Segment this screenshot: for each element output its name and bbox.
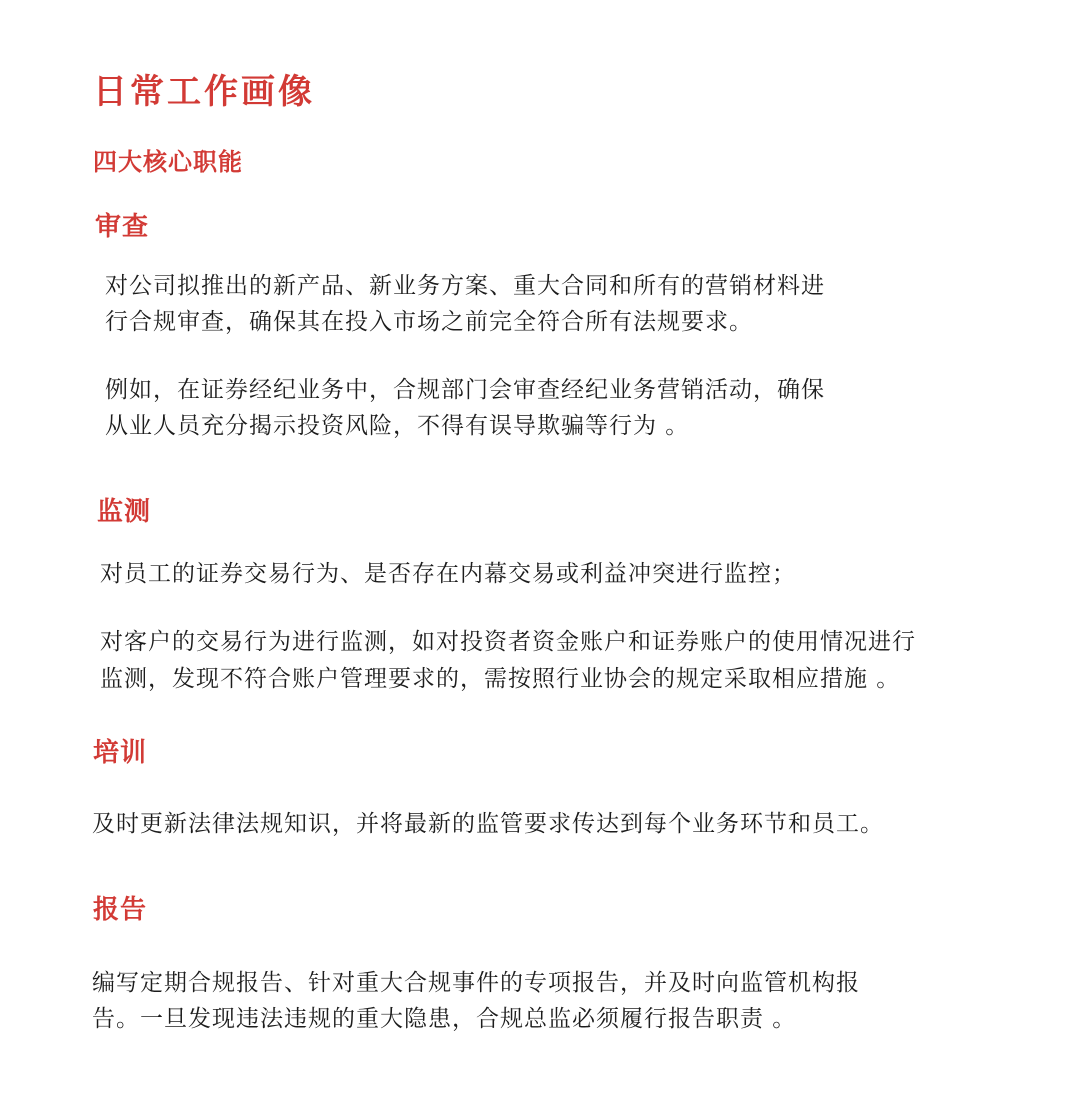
paragraph-line: 对客户的交易行为进行监测，如对投资者资金账户和证券账户的使用情况进行 bbox=[100, 629, 916, 655]
page-subtitle: 四大核心职能 bbox=[93, 148, 243, 176]
section-heading-reporting: 报告 bbox=[93, 895, 148, 925]
paragraph-line: 从业人员充分揭示投资风险，不得有误导欺骗等行为 。 bbox=[105, 413, 690, 439]
paragraph-line: 及时更新法律法规知识，并将最新的监管要求传达到每个业务环节和员工。 bbox=[92, 811, 884, 837]
paragraph-line: 告。一旦发现违法违规的重大隐患，合规总监必须履行报告职责 。 bbox=[92, 1006, 797, 1032]
page-title: 日常工作画像 bbox=[93, 72, 315, 112]
paragraph-line: 监测，发现不符合账户管理要求的，需按照行业协会的规定采取相应措施 。 bbox=[100, 666, 901, 692]
paragraph-line: 行合规审查，确保其在投入市场之前完全符合所有法规要求。 bbox=[105, 309, 753, 335]
paragraph-line: 对员工的证券交易行为、是否存在内幕交易或利益冲突进行监控； bbox=[100, 561, 796, 587]
paragraph-line: 编写定期合规报告、针对重大合规事件的专项报告，并及时向监管机构报 bbox=[92, 970, 860, 996]
section-heading-monitoring: 监测 bbox=[97, 497, 152, 527]
paragraph-line: 对公司拟推出的新产品、新业务方案、重大合同和所有的营销材料进 bbox=[105, 273, 825, 299]
section-heading-review: 审查 bbox=[95, 212, 150, 242]
section-heading-training: 培训 bbox=[93, 738, 148, 768]
paragraph-line: 例如，在证券经纪业务中，合规部门会审查经纪业务营销活动，确保 bbox=[105, 377, 825, 403]
